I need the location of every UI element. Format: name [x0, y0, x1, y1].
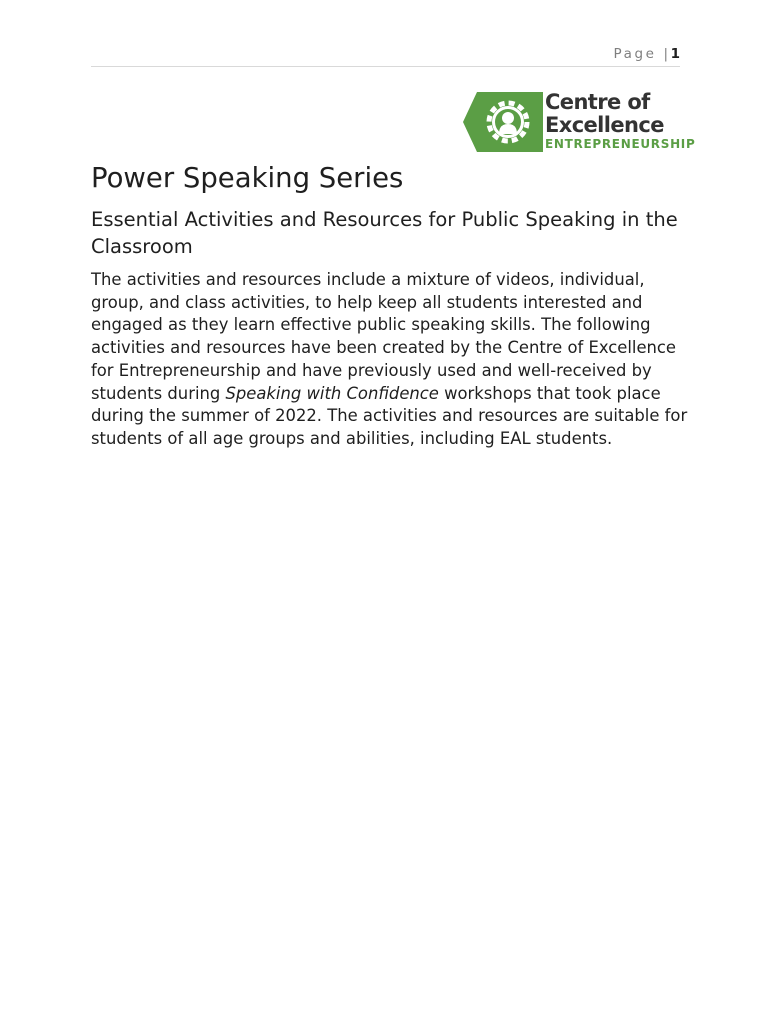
- logo-text-line-1: Centre of: [545, 90, 650, 114]
- intro-paragraph: [91, 269, 691, 451]
- logo-text-line-3: ENTREPRENEURSHIP: [545, 137, 696, 151]
- intro-paragraph-part-1: The activities and resources include a mixture of videos, individual, group, and class activities, to help keep all students interested and engaged as they learn effective public speaking skills. The following activities and resources have been created by the Centre of Excellence for Entrepreneurship and have previously used and well-received by students during: [91, 270, 677, 403]
- page-number: 1: [670, 46, 680, 62]
- intro-paragraph-part-2: workshops that took place during the summer of 2022. The activities and resources are suitable for students of all age groups and abilities, including EAL students.: [91, 383, 688, 448]
- page-number-label: [613, 46, 680, 62]
- document-title: Power Speaking Series: [91, 162, 404, 194]
- centre-of-excellence-logo: [463, 92, 705, 154]
- page-label: Page |: [613, 46, 671, 62]
- document-subtitle: Essential Activities and Resources for Public Speaking in the Classroom: [91, 208, 678, 258]
- logo-text-line-2: Excellence: [545, 113, 664, 137]
- gear-person-icon: [463, 92, 543, 152]
- page-header: [91, 44, 680, 67]
- workshop-name-italic: Speaking with Confidence: [225, 383, 439, 403]
